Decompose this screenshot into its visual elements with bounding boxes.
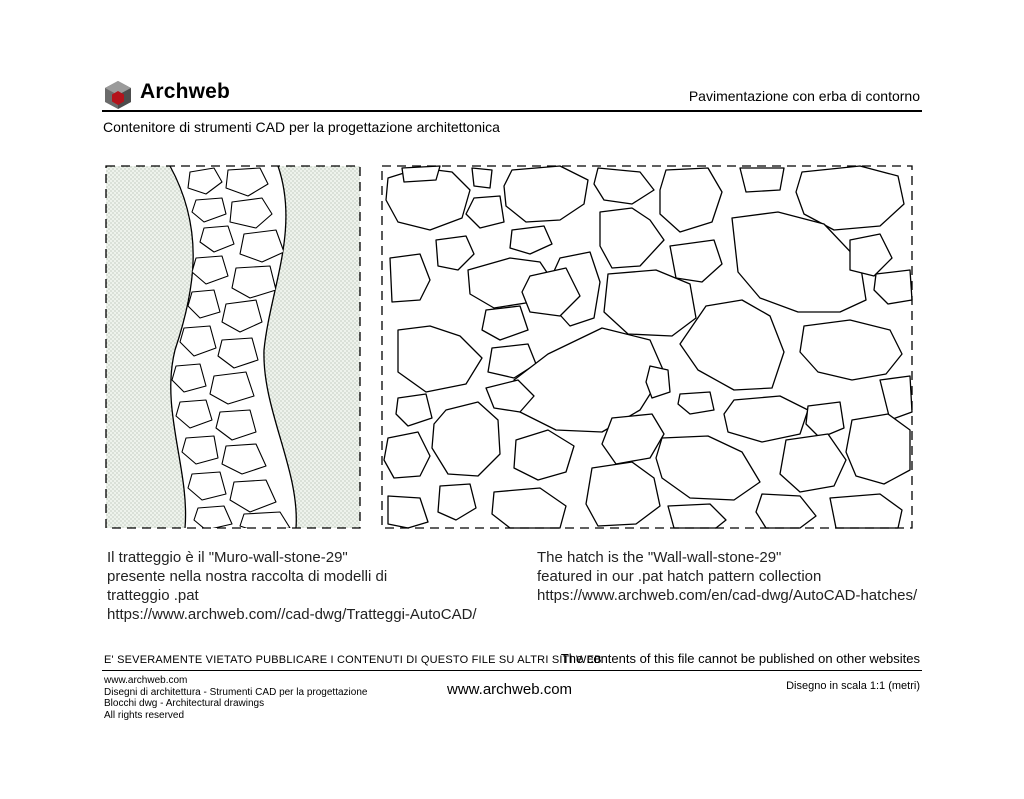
- description-en-link[interactable]: https://www.archweb.com/en/cad-dwg/AutoCAD-hatches/: [537, 587, 918, 604]
- description-it-link[interactable]: https://www.archweb.com//cad-dwg/Tratteggi-AutoCAD/: [107, 606, 477, 623]
- footer-line3: Blocchi dwg - Architectural drawings: [104, 698, 265, 709]
- notice-italian: E' SEVERAMENTE VIETATO PUBBLICARE I CONTENUTI DI QUESTO FILE SU ALTRI SITI WEB: [104, 654, 602, 666]
- description-it-line1: Il tratteggio è il "Muro-wall-stone-29": [107, 549, 348, 566]
- notice-english: The contents of this file cannot be published on other websites: [560, 651, 920, 666]
- footer-info: [104, 675, 367, 721]
- brand-name: Archweb: [140, 80, 231, 103]
- grass-right: [264, 166, 360, 528]
- drawing-scale: Disegno in scala 1:1 (metri): [786, 680, 920, 692]
- grass-left: [106, 166, 193, 528]
- description-en-line2: featured in our .pat hatch pattern collection: [537, 568, 822, 585]
- hatch-stones: [384, 166, 912, 528]
- footer-line1: www.archweb.com: [104, 675, 188, 686]
- subtitle: Contenitore di strumenti CAD per la progettazione architettonica: [103, 119, 500, 135]
- description-english: [537, 548, 917, 605]
- footer-website[interactable]: www.archweb.com: [447, 681, 573, 698]
- description-it-line2: presente nella nostra raccolta di modelli di: [107, 568, 388, 585]
- drawing-title: Pavimentazione con erba di contorno: [688, 88, 920, 104]
- description-italian: [107, 548, 477, 624]
- description-it-line3: tratteggio .pat: [107, 587, 199, 604]
- description-en-line1: The hatch is the "Wall-wall-stone-29": [537, 549, 782, 566]
- footer-line2: Disegni di architettura - Strumenti CAD per la progettazione: [104, 686, 368, 698]
- footer-rule: [102, 670, 922, 671]
- footer-line4: All rights reserved: [104, 709, 185, 721]
